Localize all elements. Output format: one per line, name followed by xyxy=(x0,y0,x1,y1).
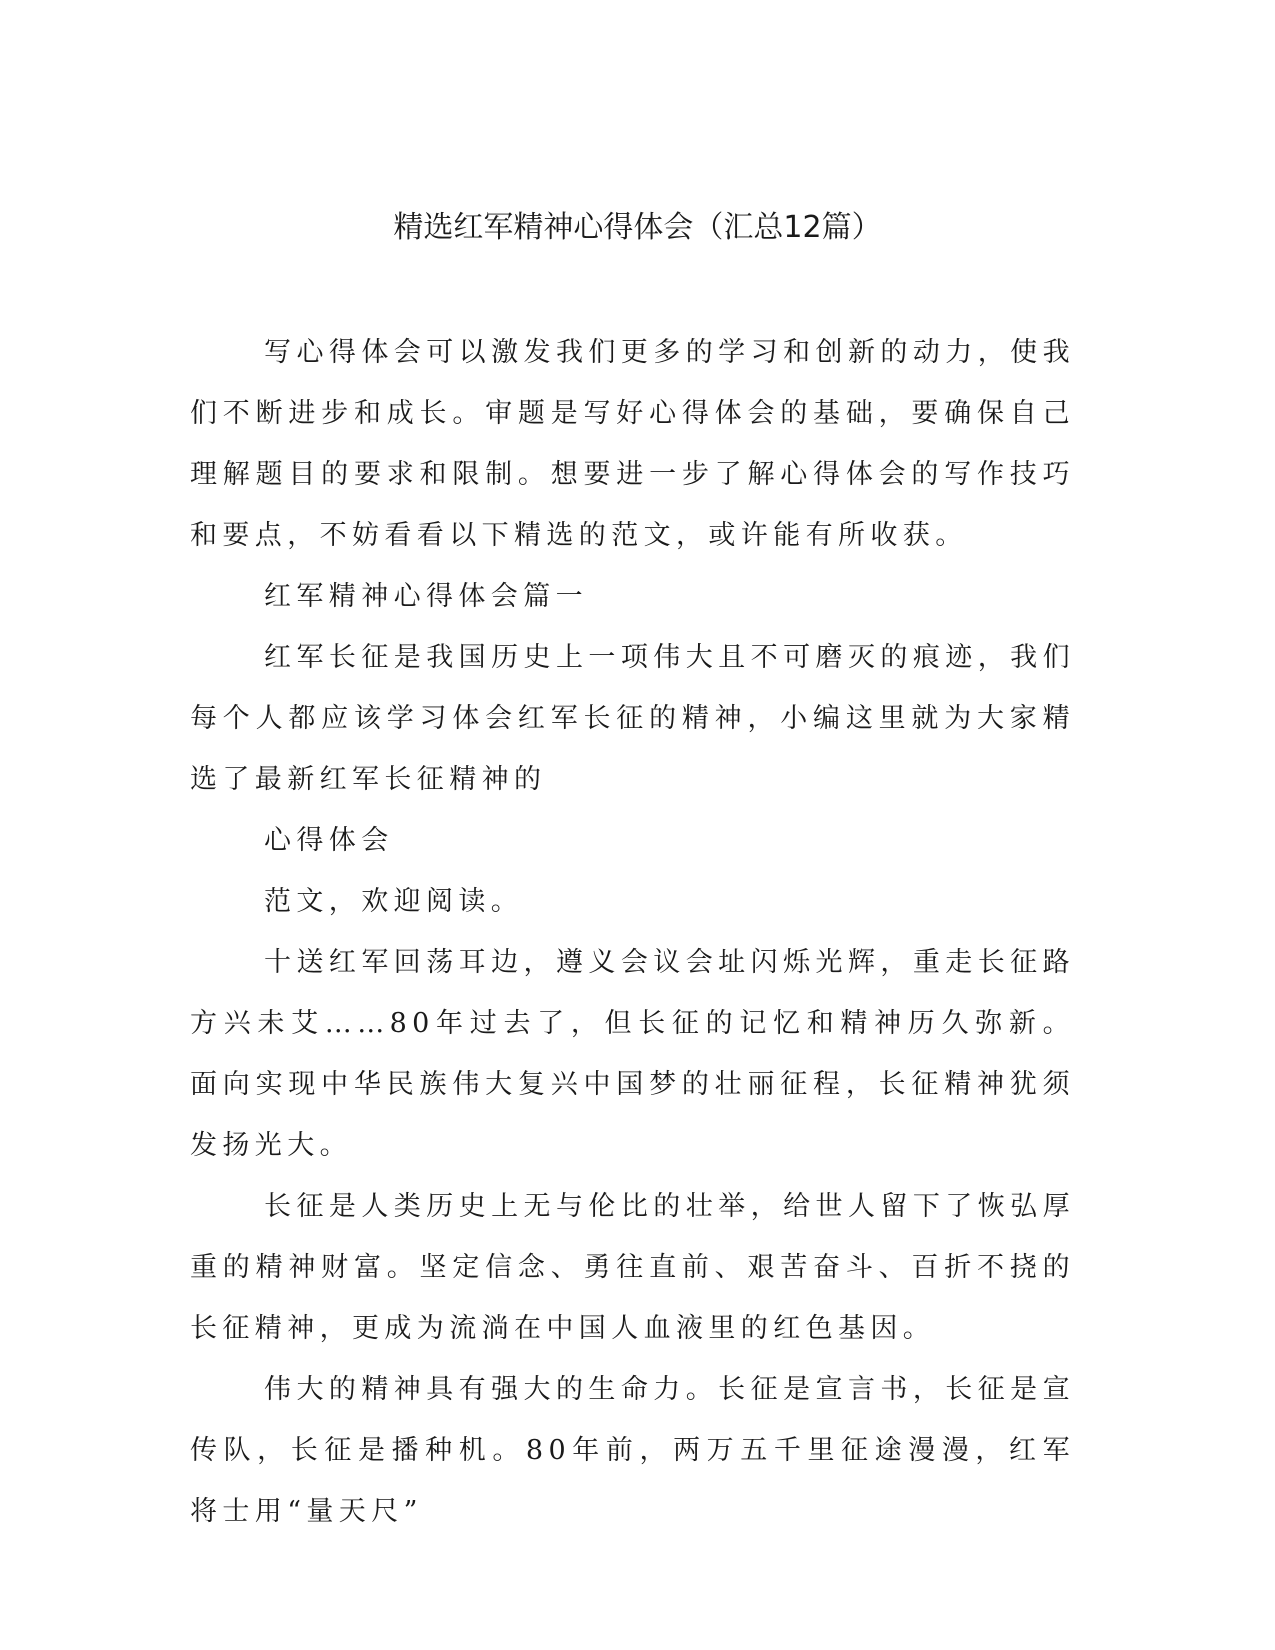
paragraph-great-spirit: 伟大的精神具有强大的生命力。长征是宣言书，长征是宣传队，长征是播种机。80年前，两万五千里征途漫漫，红军将士用“量天尺” xyxy=(190,1374,1075,1527)
section-heading-part-one: 红军精神心得体会篇一 xyxy=(264,581,588,612)
paragraph-ten-farewells: 十送红军回荡耳边，遵义会议会址闪烁光辉，重走长征路方兴未艾……80年过去了，但长征的记忆和精神历久弥新。面向实现中华民族伟大复兴中国梦的壮丽征程，长征精神犹须发扬光大。 xyxy=(190,947,1075,1161)
paragraph-long-march-intro: 红军长征是我国历史上一项伟大且不可磨灭的痕迹，我们每个人都应该学习体会红军长征的精神，小编这里就为大家精选了最新红军长征精神的 xyxy=(190,642,1075,795)
document-body xyxy=(190,322,1075,1542)
paragraph-feat: 长征是人类历史上无与伦比的壮举，给世人留下了恢弘厚重的精神财富。坚定信念、勇往直前、艰苦奋斗、百折不挠的长征精神，更成为流淌在中国人血液里的红色基因。 xyxy=(190,1191,1075,1344)
paragraph-fragment-fanwen: 范文，欢迎阅读。 xyxy=(264,886,524,917)
document-title: 精选红军精神心得体会（汇总12篇） xyxy=(393,210,882,245)
paragraph-intro: 写心得体会可以激发我们更多的学习和创新的动力，使我们不断进步和成长。审题是写好心得体会的基础，要确保自己理解题目的要求和限制。想要进一步了解心得体会的写作技巧和要点，不妨看看以下精选的范文，或许能有所收获。 xyxy=(190,337,1075,551)
paragraph-fragment-xinde: 心得体会 xyxy=(264,825,394,856)
